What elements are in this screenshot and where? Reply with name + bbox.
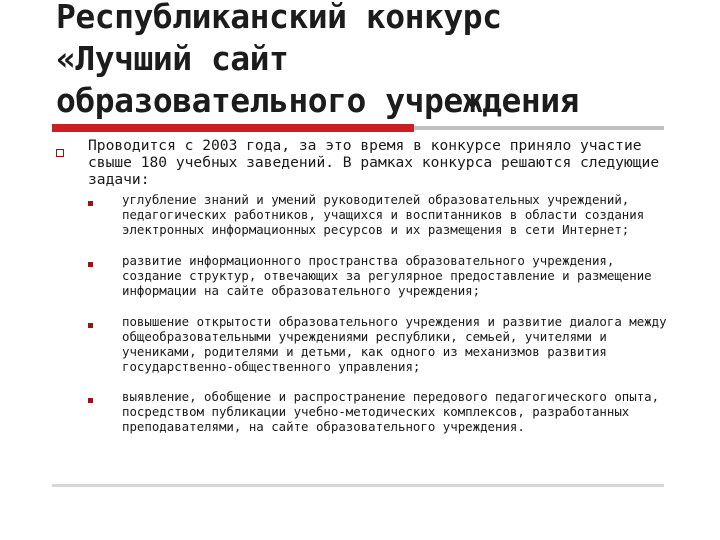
square-bullet-icon [88, 201, 93, 206]
slide-title [56, 0, 716, 122]
square-bullet-icon [88, 323, 93, 328]
title-line-2: «Лучший сайт [56, 39, 289, 78]
square-bullet-icon [88, 398, 93, 403]
square-bullet-icon [88, 262, 93, 267]
title-underline-rule [414, 126, 664, 130]
title-line-1: Республиканский конкурс [56, 0, 502, 36]
intro-paragraph: Проводится с 2003 года, за это время в конкурсе приняло участие свыше 180 учебных заведений. В рамках конкурса решаются следующие задачи: [88, 137, 660, 188]
task-item-3: повышение открытости образовательного учреждения и развитие диалога между общеобразовательными учреждениями республики, семьей, учителями и учениками, родителями и детьми, как одного из механизмов развития государственно-общественного управления; [122, 314, 667, 375]
hollow-square-bullet-icon [56, 149, 64, 157]
bottom-divider [52, 484, 664, 487]
task-item-4: выявление, обобщение и распространение передового педагогического опыта, посредством публикации учебно-методических комплексов, разработанных преподавателями, на сайте образовательного учреждения. [122, 389, 660, 435]
task-item-2: развитие информационного пространства образовательного учреждения, создание структур, отвечающих за регулярное предоставление и размещение информации на сайте образовательного учреждения; [122, 253, 652, 299]
task-item-1: углубление знаний и умений руководителей образовательных учреждений, педагогических работников, учащихся и воспитанников в области создания электронных информационных ресурсов и их размещения в сети Интернет; [122, 192, 645, 238]
title-line-3: образовательного учреждения [56, 81, 579, 120]
title-underline-accent [52, 124, 414, 132]
